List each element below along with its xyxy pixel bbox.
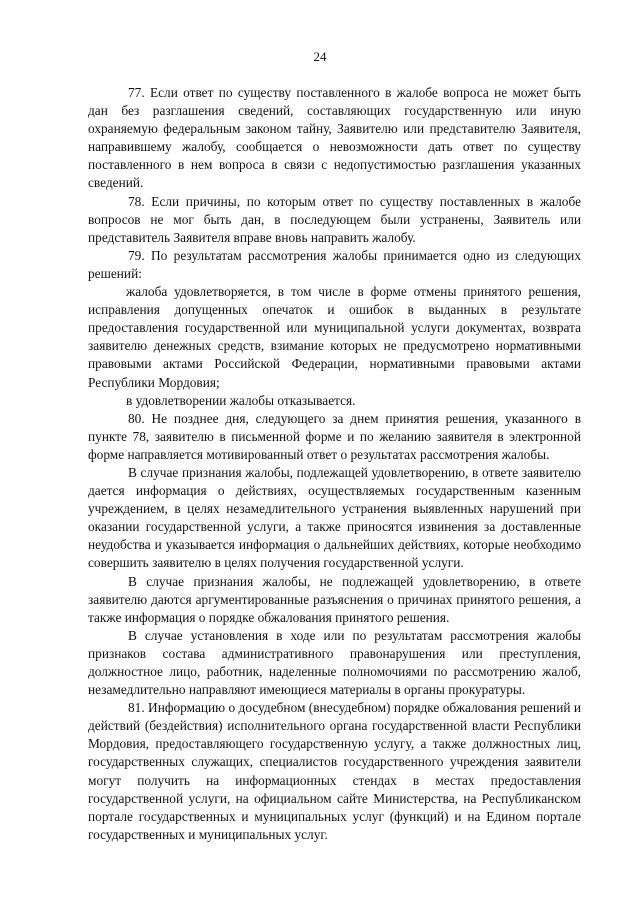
decision-option-refuse: в удовлетворении жалобы отказывается. — [126, 392, 356, 408]
paragraph-80: 80. Не позднее дня, следующего за днем принятия решения, указанного в пункте 78, заявителю в письменной форме и по желанию заявителя в электронной форме направляется мотивированный ответ о результатах рассмотрения жалобы. — [88, 410, 581, 462]
paragraph-violation-case: В случае установления в ходе или по результатам рассмотрения жалобы признаков состава административного правонарушения или преступления, должностное лицо, работник, наделенные полномочиями по рассмотрению жалоб, незамедлительно направляют имеющиеся материалы в органы прокуратуры. — [88, 627, 581, 698]
paragraph-refused-case: В случае признания жалобы, не подлежащей удовлетворению, в ответе заявителю даются аргументированные разъяснения о причинах принятого решения, а также информация о порядке обжалования принятого решения. — [88, 573, 581, 625]
decision-option-satisfy: жалоба удовлетворяется, в том числе в форме отмены принятого решения, исправления допущенных опечаток и ошибок в выданных в результате предоставления государственной или муниципальной услуги документах, возврата заявителю денежных средств, взимание которых не предусмотрено нормативными правовыми актами Российской Федерации, нормативными правовыми актами Республики Мордовия; — [88, 284, 581, 390]
paragraph-81: 81. Информацию о досудебном (внесудебном) порядке обжалования решений и действий (бездействия) исполнительного органа государственной власти Республики Мордовия, предоставляющего государственную услугу, а также должностных лиц, государственных служащих, специалистов государственного учреждения заявители могут получить на информационных стендах в местах предоставления государственной услуги, на официальном сайте Министерства, на Республиканском портале государственных и муниципальных услуг (функций) и на Едином портале государственных и муниципальных услуг. — [88, 700, 581, 842]
paragraph-79: 79. По результатам рассмотрения жалобы принимается одно из следующих решений: — [88, 247, 581, 281]
paragraph-77: 77. Если ответ по существу поставленного в жалобе вопроса не может быть дан без разглашения сведений, составляющих государственную или иную охраняемую федеральным законом тайну, Заявителю или представителю Заявителя, направившему жалобу, сообщается о невозможности дать ответ по существу поставленного в нем вопроса в связи с недопустимостью разглашения указанных сведений. — [88, 85, 581, 191]
paragraph-satisfied-case: В случае признания жалобы, подлежащей удовлетворению, в ответе заявителю дается информация о действиях, осуществляемых государственным казенным учреждением, в целях незамедлительного устранения выявленных нарушений при оказании государственной услуги, а также приносятся извинения за доставленные неудобства и указывается информация о дальнейших действиях, которые необходимо совершить заявителю в целях получения государственной услуги. — [88, 464, 581, 571]
paragraph-78: 78. Если причины, по которым ответ по существу поставленных в жалобе вопросов не мог быть дан, в последующем были устранены, Заявитель или представитель Заявителя вправе вновь направить жалобу. — [88, 193, 581, 245]
page-number: 24 — [313, 49, 327, 64]
document-body — [88, 84, 581, 844]
